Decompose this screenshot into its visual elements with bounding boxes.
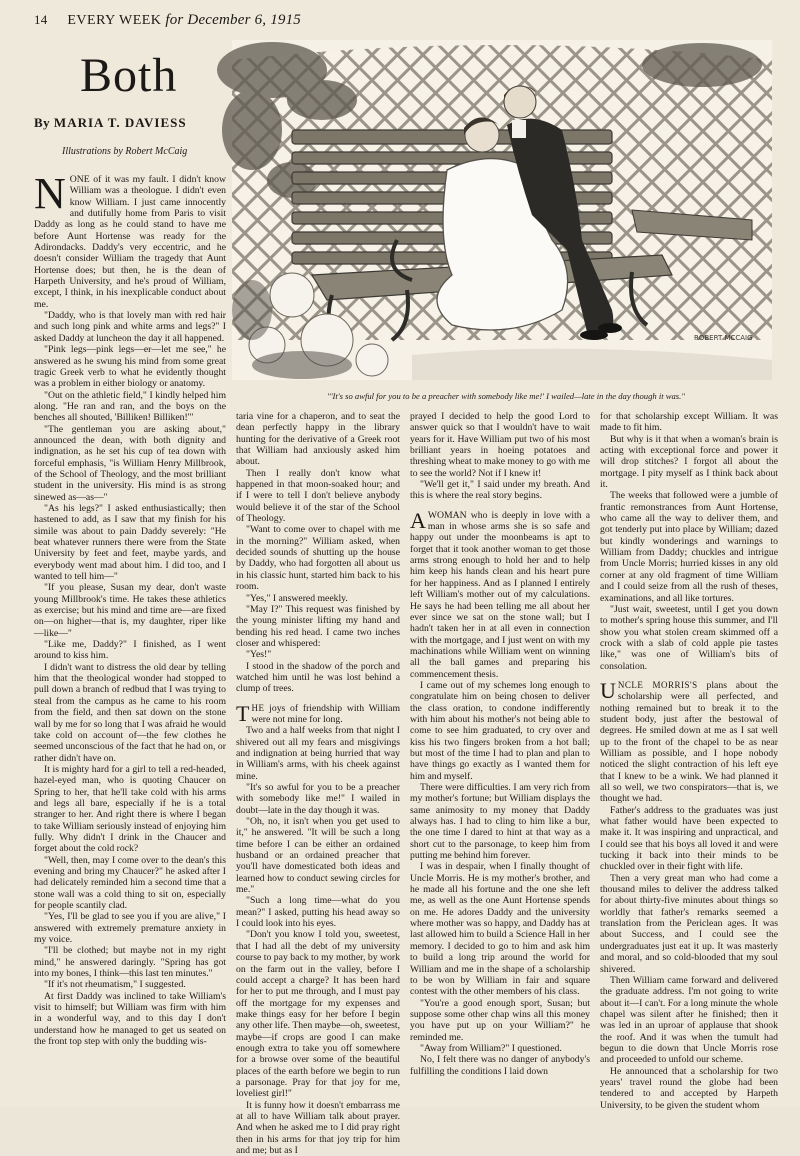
issue-date: for December 6, 1915 [165, 12, 301, 28]
paragraph: "Oh, no, it isn't when you get used to it," he answered. "It will be such a long time before I can be either an ordained husband or an ordained preacher that you'll have domesticated both ideas and learned how to conduct sewing circles for me." [236, 816, 400, 896]
paragraph: "Such a long time—what do you mean?" I asked, putting his head away so I could look into his eyes. [236, 895, 400, 930]
publication-name: EVERY WEEK [67, 13, 162, 28]
paragraph: "As his legs?" I asked enthusiastically; then hastened to add, as I saw that my finish for his simile was about to pain Daddy severely: "He beat whatever runners there were from the State University by feet and feet, maybe yards, and everybody went mad about him. I did too, and I wanted to tell him—" [34, 502, 226, 583]
paragraph: Then William came forward and delivered the graduate address. I'm not going to write about it—I can't. For a long minute the whole chapel was silent after he finished; then it was led in an uproar of applause that shook the roof. And it was when the tumult had begun to die down that Uncle Morris rose and proceeded to unfold our scheme. [600, 974, 778, 1066]
paragraph: I didn't want to distress the old dear by telling him that the theological wonder had stopped to pull down a branch of redbud that I was trying to steal from the campus as he came to his room from the field, and then sat down on the stone wall by me for so long that I was afraid he would take cold on account of—the few clothes he seemed unconscious of the fact that he had on, or rather didn't have on. [34, 661, 226, 764]
paragraph: "Yes, I'll be glad to see you if you are alive," I answered with extremely premature anxiety in my voice. [34, 911, 226, 946]
publication-line [67, 12, 301, 28]
paragraph-text: joys of friendship with William were not mine for long. [251, 702, 400, 725]
paragraph: It is funny how it doesn't embarrass me at all to have William talk about prayer. And when he asked me to I did pray right then in his arms for that joy trip for him and me; but as I [236, 1099, 400, 1156]
paragraph: "We'll get it," I said under my breath. And this is where the real story begins. [410, 479, 590, 502]
section-initial: U [600, 677, 616, 703]
paragraph: At first Daddy was inclined to take William's visit to himself; but William was firm with him in a wonderful way, and to this day I don't understand how he managed to get us seated on the front top step with only the budding wis- [34, 990, 226, 1048]
paragraph: "Out on the athletic field," I kindly helped him along. "He ran and ran, and the boys on the benches all shouted, 'Billiken! Billiken!'" [34, 389, 226, 424]
paragraph: "The gentleman you are asking about," announced the dean, with both dignity and indignation, as he set his cup of tea down with forceful emphasis, "is William Henry Millbrook, of the School of Theology, and the most brilliant student in the university. His mind is as strong sinewed as—as—" [34, 423, 226, 503]
paragraph: "You're a good enough sport, Susan; but suppose some other chap wins all this money you have put up on your William?" he reminded me. [410, 997, 590, 1043]
section-initial: T [236, 700, 250, 726]
paragraph: "Don't you know I told you, sweetest, that I had all the debt of my university course to pay back to my mother, by work on the farm out in the valley, before I could accept a charge? It has been hard for her to put me through, and I must pay off the mortgage for my expenses and make things easy for her before I begin any other life. Then maybe—oh, sweetest, maybe—if crops are good I can make enough extra to take you off somewhere for a browse over some of the beautiful places of the earth before we begin to run a parsonage. Pray for that joy for me, loveliest girl!" [236, 929, 400, 1100]
paragraph [410, 507, 590, 680]
running-head [34, 12, 774, 34]
paragraph: "May I?" This request was finished by the young minister lifting my hand and bending his red head. I came two inches closer and whispered: [236, 603, 400, 649]
illustration-drawing [232, 40, 772, 380]
paragraph: "Want to come over to chapel with me in the morning?" William asked, when decided sounds of shutting up the house by Daddy, who had forgotten all about us in his classic hunt, started him back to his room. [236, 524, 400, 593]
paragraph: Then I really don't know what happened in that moon-soaked hour; and if I were to tell I don't believe anybody would believe it of the star of the School of Theology. [236, 467, 400, 525]
paragraph: "Like me, Daddy?" I finished, as I went around to kiss him. [34, 639, 226, 662]
text-column-4 [600, 411, 778, 1111]
paragraph: Two and a half weeks from that night I shivered out all my fears and misgivings and indignation at being hurried that way in William's arms, with his cheek against mine. [236, 725, 400, 782]
paragraph: "If you please, Susan my dear, don't waste young Millbrook's time. He takes these athletics as exercise; but his mind and time are—are fixed on—on higher—that is, my daughter, riper like—like—" [34, 582, 226, 639]
text-column-1 [34, 169, 226, 1092]
author-name: MARIA T. DAVIESS [53, 115, 187, 130]
section-break [410, 502, 590, 510]
paragraph: No, I felt there was no danger of anybody's fulfilling the conditions I laid down [410, 1054, 590, 1077]
small-caps-lead: NCLE MORRIS'S [617, 679, 698, 690]
paragraph: for that scholarship except William. It was made to fit him. [600, 411, 778, 434]
paragraph: I stood in the shadow of the porch and watched him until he was lost behind a clump of trees. [236, 660, 400, 695]
page-number: 14 [34, 12, 48, 27]
illustration-credit: Illustrations by Robert McCaig [62, 146, 188, 157]
paragraph: I came out of my schemes long enough to congratulate him on being chosen to deliver the class oration, to condone indifferently with him about his mother's not being able to come to see him graduated, to cry over and kiss his two fingers broken from a hot ball; but most of the time I had to plan and plan to have things go exactly as I wanted them for him and myself. [410, 679, 590, 782]
story-illustration [232, 40, 772, 380]
drop-cap: N [34, 169, 66, 218]
illustration-caption: "'It's so awful for you to be a preacher with somebody like me!' I wailed—late in the day though it was." [327, 391, 685, 401]
paragraph: He announced that a scholarship for two years' travel round the globe had been tendered to and accepted by Harpeth University, to be given the student whom [600, 1065, 778, 1111]
story-title: Both [80, 49, 178, 102]
paragraph: But why is it that when a woman's brain is acting with exceptional force and power it will drop stitches? I forgot all about the mortgage. I pity myself as I think back about it. [600, 433, 778, 491]
paragraph: "Daddy, who is that lovely man with red hair and such long pink and white arms and legs?" I asked Daddy at luncheon the day it all happened. [34, 310, 226, 344]
paragraph: "Pink legs—pink legs—er—let me see," he answered as he swung his mind from some great tragic Greek verb to what he evidently thought was a problem in either biology or anatomy. [34, 344, 226, 390]
paragraph: "It's so awful for you to be a preacher with somebody like me!" I wailed in doubt—late in the day though it was. [236, 782, 400, 816]
section-break [236, 695, 400, 703]
paragraph: It is mighty hard for a girl to tell a red-headed, hazel-eyed man, who is quoting Chaucer on Spring to her, that he'll take cold with his arms and legs all bare, especially if he is a total stranger to her. And right there is where I began to take William seriously instead of enjoying him fully. Why didn't I drink in the Chaucer and forget about the cold rock? [34, 763, 226, 855]
paragraph: "Away from William?" I questioned. [420, 1042, 562, 1054]
paragraph: "Well, then, may I come over to the dean's this evening and bring my Chaucer?" he asked after I had delicately reminded him a second time that a stone wall was a cold thing to sit on, especially for people scantily clad. [34, 854, 226, 911]
paragraph-text: plans about the scholarship were all perfected, and nothing remained but to break it to the student body, just after the bestowal of degrees. He smiled down at me as I sat well up to the front of the chapel to be as near William as possible, and I hope nobody noticed the slight contraction of his left eye that I knew to be a wink. We had planned it all so well, we two conspirators—that is, we thought we had. [600, 679, 778, 805]
paragraph: "Yes," I answered meekly. [246, 592, 348, 604]
byline-lead: By [34, 115, 51, 130]
paragraph [600, 677, 778, 805]
illustration-signature: ROBERT MCCAIG [694, 334, 753, 342]
paragraph: The weeks that followed were a jumble of frantic remonstrances from Aunt Hortense, who came all the way to deliver them, and got tenderly put into place by William; dazed but kindly wonderings and warnings to William from Daddy; chuckles and intrigue from Uncle Morris; hurried kisses in any old corner at any old fragment of time William and I could seize from all the rush of theses, examinations, and all like tortures. [600, 490, 778, 604]
paragraph: Father's address to the graduates was just what father would have been expected to make it. It was inspiring and unpractical, and I could see that his boys all loved it and were tucking it back into their minds to be chuckled over in their fight with life. [600, 804, 778, 873]
paragraph: prayed I decided to help the good Lord to answer quick so that I wouldn't have to wait years for it. Have William put two of his most brilliant years in hoeing potatoes and threshing wheat to make money to go with me to see the world? Not if I knew it! [410, 411, 590, 479]
paragraph-text: ONE of it was my fault. I didn't know William was a theologue. I didn't even know William. I just came innocently and dutifully home from Paris to visit Daddy as long as he could stand to have me before Aunt Hortense was ready for the Adirondacks. Daddy's very eccentric, and he doesn't consider William the tragedy that Aunt Hortense does; but then, he is the dean of Harpeth University, and he's proud of William, except, I think, in his inexplicable conduct about me. [34, 174, 226, 310]
paragraph: "Just wait, sweetest, until I get you down to mother's spring house this summer, and I'll show you what stolen cream skimmed off a crock with a slab of cold apple pie tastes like," was one of William's bits of consolation. [600, 603, 778, 672]
text-column-3 [410, 411, 590, 1092]
paragraph: "If it's not rheumatism," I suggested. [44, 979, 186, 991]
section-initial: A [410, 507, 426, 533]
text-column-2 [236, 411, 400, 1156]
byline [34, 115, 234, 131]
paragraph: I was in despair, when I finally thought of Uncle Morris. He is my mother's brother, and he made all his fortune and the one she left me, as well as the one Aunt Hortense spends on me. He adores Daddy and the university where mother was so happy, and Daddy has at last allowed him to build a Science Hall in her memory. I decided to go to him and ask him to build a long trip around the world for William and me in the shape of a scholarship to be won by William in fair and square contest with the other members of his class. [410, 861, 590, 998]
paragraph: "Yes!" [246, 649, 272, 661]
small-caps-lead: HE [251, 702, 265, 713]
paragraph: taria vine for a chaperon, and to seat the dean perfectly happy in the library hunting for the derivative of a Greek root that William had anxiously asked him about. [236, 411, 400, 468]
paragraph: Then a very great man who had come a thousand miles to deliver the address talked for about thirty-five minutes about things so worldly that father's remarks seemed a translation from the Periclean ages. It was about Success, and I could see the undergraduates just eat it up. It was masterly and moral, and so cold-blooded that my soul shivered. [600, 872, 778, 975]
paragraph: There were difficulties. I am very rich from my mother's fortune; but William displays the same animosity to my money that Daddy always has. I had to cling to him like a bur, the one time I dared to hint at that way as a short cut to the parsonage, to keep him from putting me behind him forever. [410, 782, 590, 862]
paragraph-text: WOMAN who is deeply in love with a man in whose arms she is so safe and happy out under the moonbeams is apt to forget that it took another woman to get those arms strong enough to hold her and to help him keep his hands clean and his heart pure for her happiness. And as I planned I entirely left William's mother out of my calculations. He says he had been telling me all about her ever since we sat on the stone wall; but I hadn't taken her in at all even in connection with the mortgage, and I just went on with my machinations while William went on winning all the ball games and preparing his commencement thesis. [410, 509, 590, 680]
paragraph [236, 700, 400, 726]
paragraph: "I'll be clothed; but maybe not in my right mind," he answered daringly. "Spring has got into my bones, I think—this last ten minutes." [34, 945, 226, 980]
paragraph [34, 169, 226, 310]
section-break [600, 672, 778, 680]
